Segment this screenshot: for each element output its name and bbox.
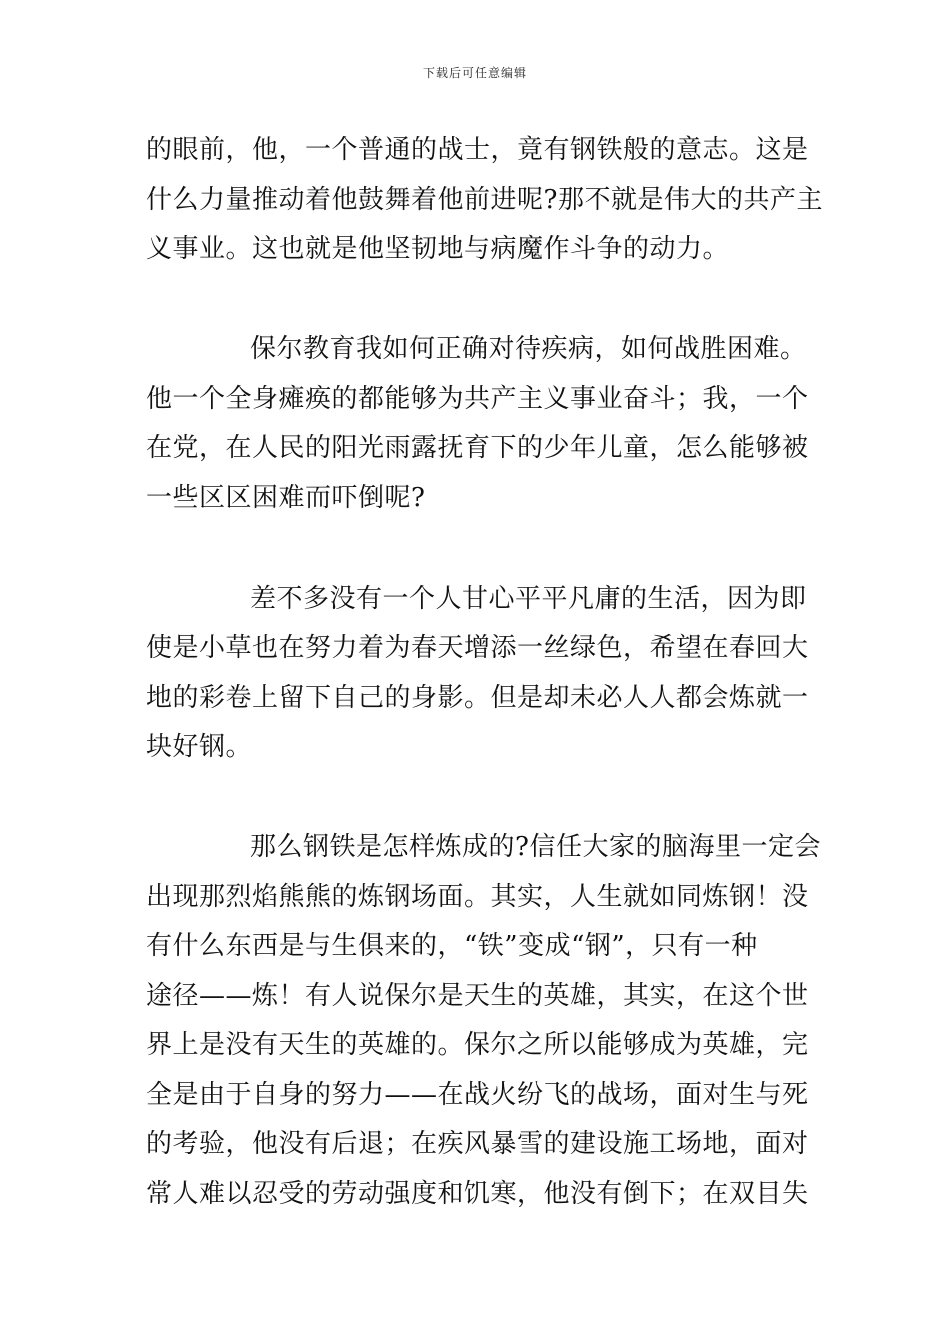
text-line: 常人难以忍受的劳动强度和饥寒，他没有倒下；在双目失	[146, 1179, 809, 1209]
text-line: 的眼前，他，一个普通的战士，竟有钢铁般的意志。这是	[146, 135, 809, 165]
text-line: 界上是没有天生的英雄的。保尔之所以能够成为英雄，完	[146, 1030, 809, 1060]
text-line: 什么力量推动着他鼓舞着他前进呢?那不就是伟大的共产主	[146, 185, 823, 215]
text-line: 义事业。这也就是他坚韧地与病魔作斗争的动力。	[146, 234, 730, 264]
text-line: 一些区区困难而吓倒呢?	[146, 483, 426, 513]
paragraph-first-line: 差不多没有一个人甘心平平凡庸的生活，因为即	[250, 584, 807, 614]
text-line: 途径——炼！有人说保尔是天生的英雄，其实，在这个世	[146, 981, 809, 1011]
text-line: 出现那烈焰熊熊的炼钢场面。其实，人生就如同炼钢！没	[146, 882, 809, 912]
paragraph-first-line: 保尔教育我如何正确对待疾病，如何战胜困难。	[250, 334, 807, 364]
text-line: 块好钢。	[146, 732, 253, 762]
text-line: 使是小草也在努力着为春天增添一丝绿色，希望在春回大	[146, 633, 809, 663]
text-line: 地的彩卷上留下自己的身影。但是却未必人人都会炼就一	[146, 683, 809, 713]
text-line: 全是由于自身的努力——在战火纷飞的战场，面对生与死	[146, 1080, 809, 1110]
text-line: 有什么东西是与生俱来的，“铁”变成“钢”，只有一种	[146, 931, 758, 961]
text-line: 的考验，他没有后退；在疾风暴雪的建设施工场地，面对	[146, 1129, 809, 1159]
page-header: 下载后可任意编辑	[422, 66, 527, 80]
text-line: 在党，在人民的阳光雨露抚育下的少年儿童，怎么能够被	[146, 433, 809, 463]
text-line: 他一个全身瘫痪的都能够为共产主义事业奋斗；我，一个	[146, 384, 809, 414]
paragraph-first-line: 那么钢铁是怎样炼成的?信任大家的脑海里一定会	[250, 832, 821, 862]
